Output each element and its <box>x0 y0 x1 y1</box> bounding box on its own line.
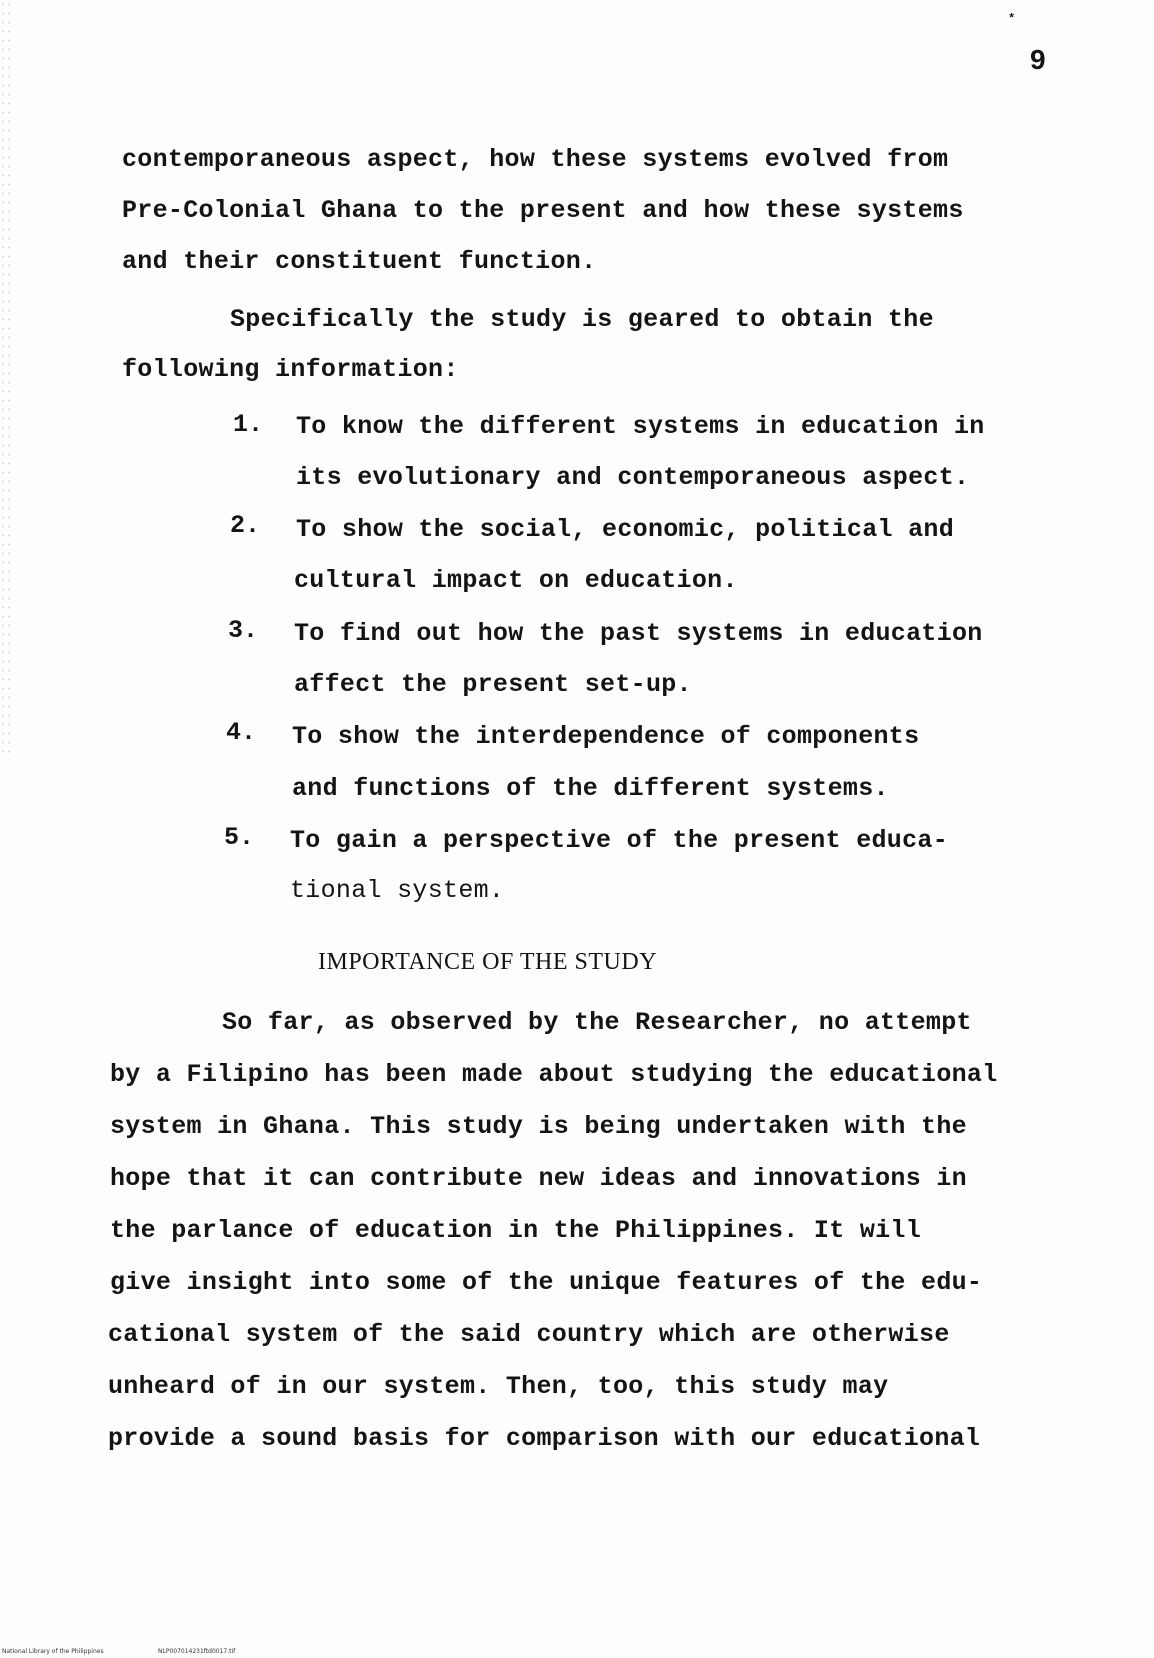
page-number: 9 <box>1030 44 1046 75</box>
objective-line: affect the present set-up. <box>294 670 692 699</box>
paragraph2-line: Specifically the study is geared to obtain the <box>230 305 934 334</box>
objective-line: and functions of the different systems. <box>292 774 889 803</box>
objective-line: To show the social, economic, political and <box>296 515 955 544</box>
objective-line: its evolutionary and contemporaneous aspect. <box>296 463 970 492</box>
objective-line: tional system. <box>290 876 505 905</box>
objective-number: 3. <box>228 616 259 645</box>
paragraph3-line: system in Ghana. This study is being undertaken with the <box>110 1112 967 1141</box>
objective-line: To know the different systems in education in <box>296 412 985 441</box>
objective-line: To find out how the past systems in education <box>294 619 983 648</box>
paragraph3-line: cational system of the said country which are otherwise <box>108 1320 950 1349</box>
paragraph3-line: give insight into some of the unique features of the edu- <box>110 1268 983 1297</box>
paragraph1-line: Pre-Colonial Ghana to the present and how these systems <box>122 196 964 225</box>
paragraph3-line: hope that it can contribute new ideas and innovations in <box>110 1164 967 1193</box>
stray-mark: * <box>1008 12 1016 26</box>
paragraph3-line: unheard of in our system. Then, too, this study may <box>108 1372 889 1401</box>
objective-line: To show the interdependence of components <box>292 722 920 751</box>
objective-number: 2. <box>230 511 261 540</box>
objective-number: 4. <box>226 718 257 747</box>
scan-edge-noise <box>0 0 14 760</box>
section-heading: IMPORTANCE OF THE STUDY <box>318 949 658 975</box>
paragraph1-line: contemporaneous aspect, how these systems evolved from <box>122 145 949 174</box>
paragraph3-line: provide a sound basis for comparison with our educational <box>108 1424 981 1453</box>
paragraph3-line: by a Filipino has been made about studying the educational <box>110 1060 998 1089</box>
footer-library: National Library of the Philippines <box>2 1648 104 1655</box>
objective-number: 1. <box>233 410 264 439</box>
paragraph3-line: So far, as observed by the Researcher, no attempt <box>222 1008 972 1037</box>
paragraph3-line: the parlance of education in the Philippines. It will <box>110 1216 922 1245</box>
paragraph1-line: and their constituent function. <box>122 247 597 276</box>
paragraph2-line: following information: <box>122 355 459 384</box>
objective-line: To gain a perspective of the present educa- <box>290 826 949 855</box>
objective-number: 5. <box>224 823 255 852</box>
footer-filename: NLP007014231ftd0017.tif <box>158 1648 236 1655</box>
objective-line: cultural impact on education. <box>294 566 738 595</box>
